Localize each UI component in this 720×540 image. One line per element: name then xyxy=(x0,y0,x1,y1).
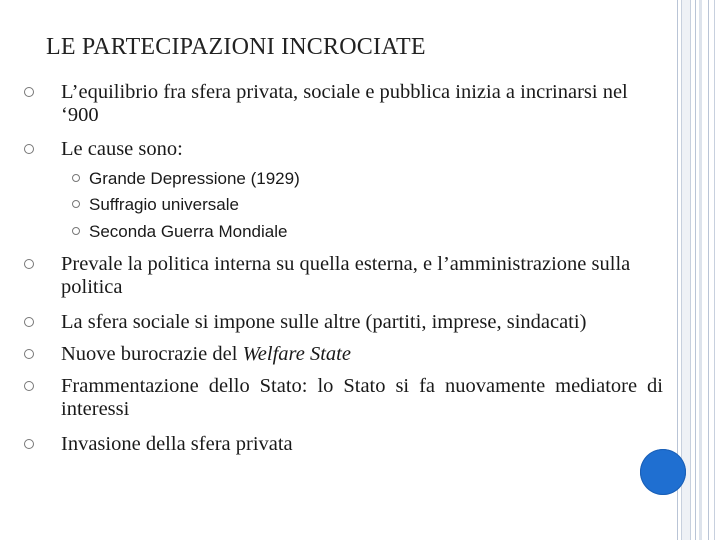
bullet-text xyxy=(61,343,351,366)
bullet-circle-icon xyxy=(24,317,34,327)
bullet-circle-icon xyxy=(24,259,34,269)
decorative-rail xyxy=(695,0,696,540)
sub-bullet-text: Suffragio universale xyxy=(89,195,239,214)
bullet-circle-icon xyxy=(24,144,34,154)
bullet-circle-icon xyxy=(24,381,34,391)
bullet-text: Prevale la politica interna su quella esterna, e l’amministrazione sulla politica xyxy=(61,253,631,298)
bullet-text: Frammentazione dello Stato: lo Stato si fa nuovamente mediatore di interessi xyxy=(61,375,663,420)
bullet-text: Invasione della sfera privata xyxy=(61,433,293,455)
decorative-circle xyxy=(640,449,686,495)
bullet-circle-icon xyxy=(24,87,34,97)
sub-bullet-circle-icon xyxy=(72,174,80,182)
bullet-text: La sfera sociale si impone sulle altre (partiti, imprese, sindacati) xyxy=(61,311,587,333)
decorative-rail xyxy=(699,0,702,540)
bullet-text: Le cause sono: xyxy=(61,138,183,160)
bullet-circle-icon xyxy=(24,439,34,449)
sub-bullet-text: Seconda Guerra Mondiale xyxy=(89,222,288,241)
decorative-rail xyxy=(708,0,709,540)
bullet-text: L’equilibrio fra sfera privata, sociale e pubblica inizia a incrinarsi nel ‘900 xyxy=(61,81,628,126)
bullet-circle-icon xyxy=(24,349,34,359)
sub-bullet-circle-icon xyxy=(72,227,80,235)
sub-bullet-text: Grande Depressione (1929) xyxy=(89,169,300,188)
decorative-rail xyxy=(714,0,715,540)
bullet-text-emphasis: Welfare State xyxy=(242,343,351,365)
bullet-text-prefix: Nuove burocrazie del xyxy=(61,343,243,365)
slide-title: LE PARTECIPAZIONI INCROCIATE xyxy=(46,34,426,60)
sub-bullet-circle-icon xyxy=(72,200,80,208)
